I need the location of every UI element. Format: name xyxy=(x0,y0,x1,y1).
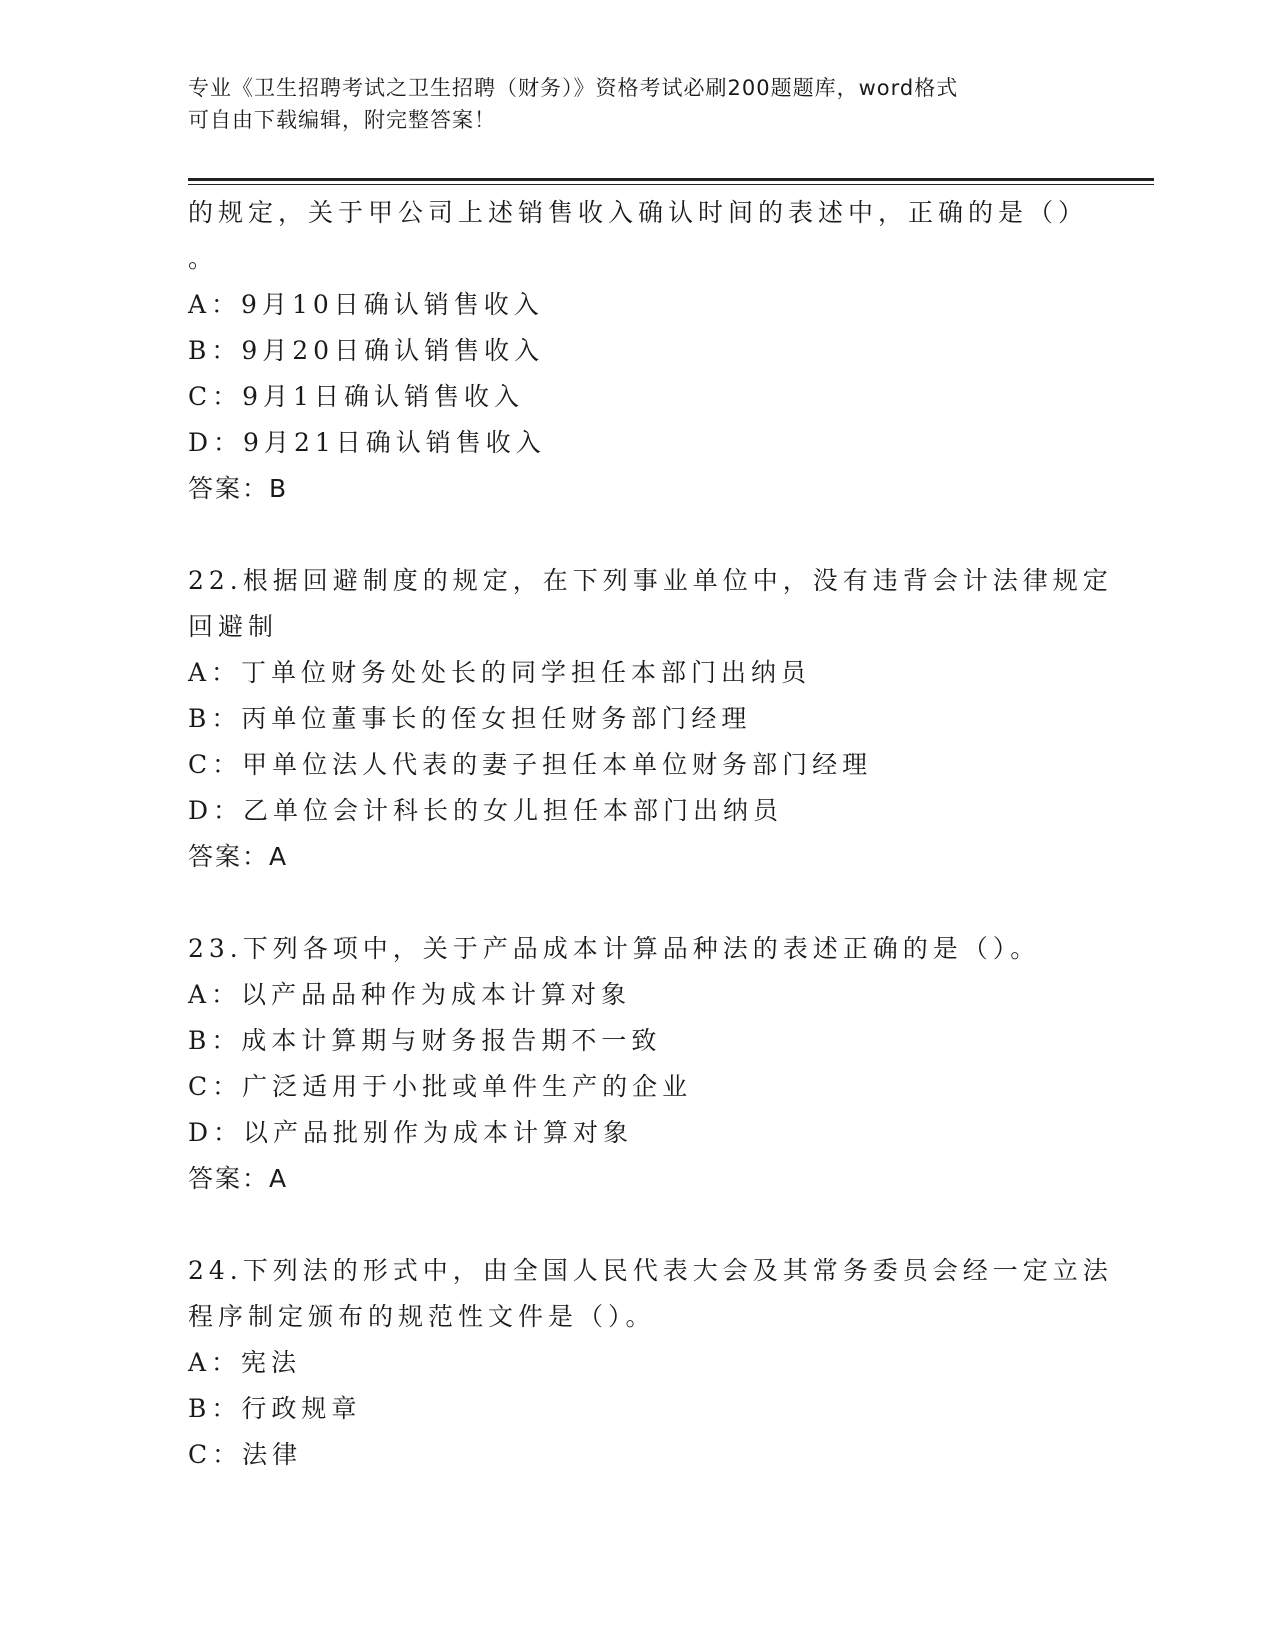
question-stem: 的规定，关于甲公司上述销售收入确认时间的表述中，正确的是（） xyxy=(188,198,1089,227)
option-b: B：行政规章 xyxy=(188,1394,362,1423)
answer: 答案：A xyxy=(188,1164,289,1193)
option-d: D：9月21日确认销售收入 xyxy=(188,428,546,457)
answer: 答案：A xyxy=(188,842,289,871)
option-d: D：以产品批别作为成本计算对象 xyxy=(188,1118,634,1147)
question-stem: 24.下列法的形式中，由全国人民代表大会及其常务委员会经一定立法 xyxy=(188,1256,1113,1285)
page-header xyxy=(188,72,1088,136)
question-24 xyxy=(188,1248,1128,1478)
option-c: C：法律 xyxy=(188,1440,303,1469)
option-b: B：丙单位董事长的侄女担任财务部门经理 xyxy=(188,704,752,733)
question-stem: 程序制定颁布的规范性文件是（）。 xyxy=(188,1302,656,1331)
header-line-2: 可自由下载编辑，附完整答案！ xyxy=(188,108,496,132)
option-c: C：甲单位法人代表的妻子担任本单位财务部门经理 xyxy=(188,750,873,779)
answer: 答案：B xyxy=(188,474,289,503)
option-a: A：9月10日确认销售收入 xyxy=(188,290,544,319)
header-line-1: 专业《卫生招聘考试之卫生招聘（财务）》资格考试必刷200题题库，word格式 xyxy=(188,76,959,100)
option-c: C：9月1日确认销售收入 xyxy=(188,382,524,411)
option-c: C：广泛适用于小批或单件生产的企业 xyxy=(188,1072,693,1101)
option-b: B：9月20日确认销售收入 xyxy=(188,336,545,365)
question-list xyxy=(188,190,1128,1478)
question-stem: 回避制 xyxy=(188,612,279,641)
spacer xyxy=(188,1202,1128,1248)
question-stem: 22.根据回避制度的规定，在下列事业单位中，没有违背会计法律规定 xyxy=(188,566,1113,595)
option-b: B：成本计算期与财务报告期不一致 xyxy=(188,1026,662,1055)
option-a: A：丁单位财务处处长的同学担任本部门出纳员 xyxy=(188,658,812,687)
question-stem: 23.下列各项中，关于产品成本计算品种法的表述正确的是（）。 xyxy=(188,934,1041,963)
spacer xyxy=(188,880,1128,926)
question-22 xyxy=(188,558,1128,880)
spacer xyxy=(188,512,1128,558)
question-stem: 。 xyxy=(188,244,219,273)
header-divider-thick xyxy=(188,178,1154,181)
question-21 xyxy=(188,190,1128,512)
header-divider-thin xyxy=(188,184,1154,185)
option-a: A：宪法 xyxy=(188,1348,302,1377)
question-23 xyxy=(188,926,1128,1202)
option-d: D：乙单位会计科长的女儿担任本部门出纳员 xyxy=(188,796,784,825)
option-a: A：以产品品种作为成本计算对象 xyxy=(188,980,632,1009)
